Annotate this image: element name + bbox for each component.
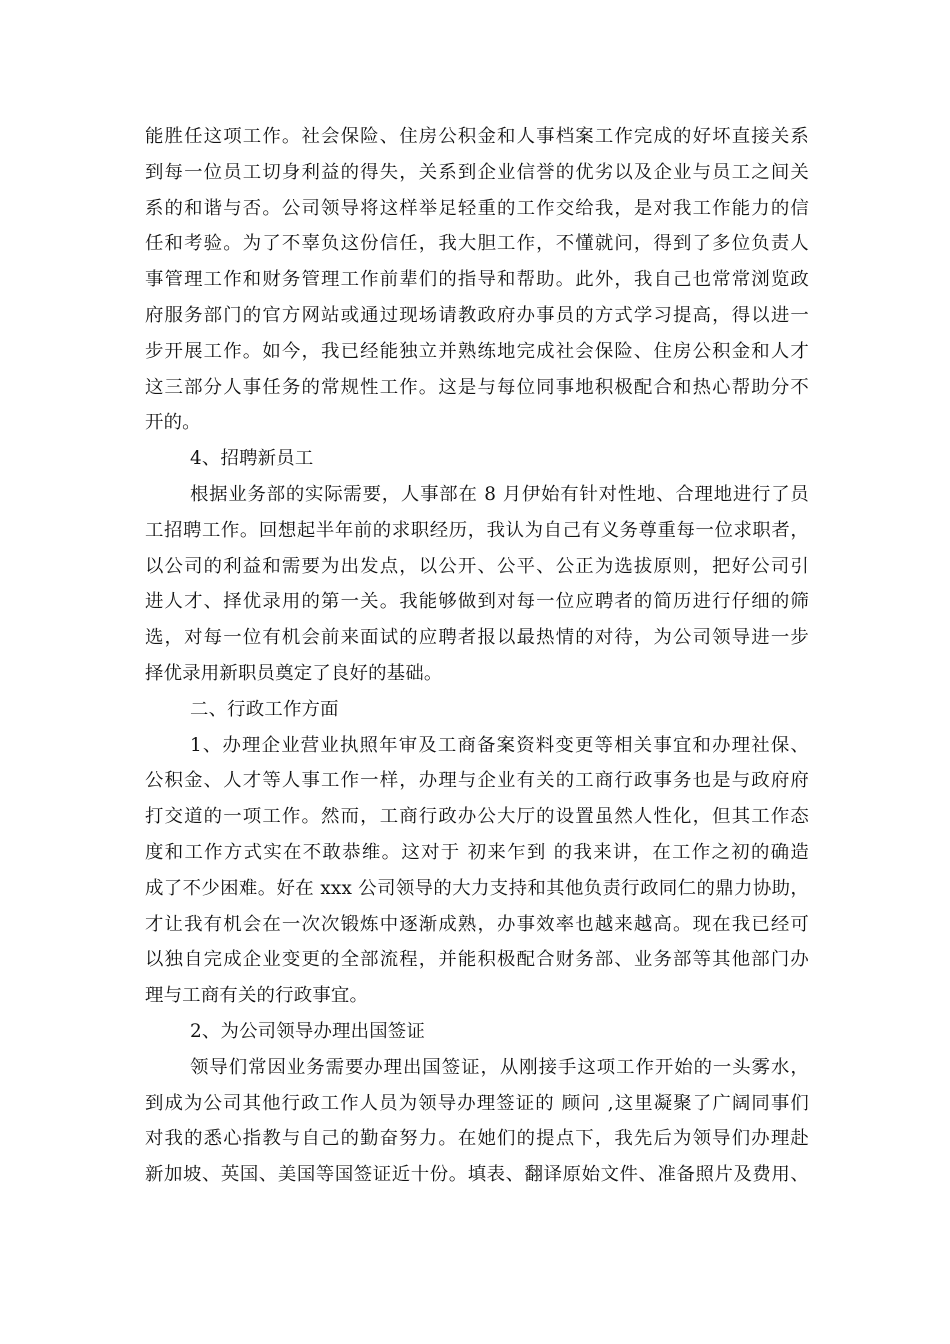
text-line: 以公司的利益和需要为出发点，以公开、公平、公正为选拔原则，把好公司引 — [145, 555, 809, 577]
paragraph-first-line: 1、办理企业营业执照年审及工商备案资料变更等相关事宜和办理社保、 — [190, 734, 809, 756]
paragraph-first-line: 根据业务部的实际需要，人事部在 8 月伊始有针对性地、合理地进行了员 — [190, 483, 809, 505]
text-line: 才让我有机会在一次次锻炼中逐渐成熟，办事效率也越来越高。现在我已经可 — [145, 913, 809, 935]
text-line: 工招聘工作。回想起半年前的求职经历，我认为自己有义务尊重每一位求职者， — [145, 519, 809, 541]
paragraph-first-line: 二、行政工作方面 — [190, 698, 339, 720]
text-line: 任和考验。为了不辜负这份信任，我大胆工作，不懂就问，得到了多位负责人 — [145, 233, 809, 255]
text-line: 步开展工作。如今，我已经能独立并熟练地完成社会保险、住房公积金和人才 — [145, 340, 809, 362]
text-line: 成了不少困难。好在 xxx 公司领导的大力支持和其他负责行政同仁的鼎力协助， — [145, 877, 809, 899]
paragraph-first-line: 4、招聘新员工 — [190, 448, 314, 470]
text-line: 对我的悉心指教与自己的勤奋努力。在她们的提点下，我先后为领导们办理赴 — [145, 1128, 809, 1150]
text-line: 到每一位员工切身利益的得失，关系到企业信誉的优劣以及企业与员工之间关 — [145, 161, 809, 183]
text-line: 系的和谐与否。公司领导将这样举足轻重的工作交给我，是对我工作能力的信 — [145, 197, 809, 219]
text-line: 理与工商有关的行政事宜。 — [145, 985, 369, 1007]
text-line: 打交道的一项工作。然而，工商行政办公大厅的设置虽然人性化，但其工作态 — [145, 806, 809, 828]
text-line: 府服务部门的官方网站或通过现场请教政府办事员的方式学习提高，得以进一 — [145, 304, 809, 326]
text-line: 公积金、人才等人事工作一样，办理与企业有关的工商行政事务也是与政府府 — [145, 770, 809, 792]
text-line: 以独自完成企业变更的全部流程，并能积极配合财务部、业务部等其他部门办 — [145, 949, 809, 971]
text-line: 事管理工作和财务管理工作前辈们的指导和帮助。此外，我自己也常常浏览政 — [145, 269, 809, 291]
text-line: 新加坡、英国、美国等国签证近十份。填表、翻译原始文件、准备照片及费用、 — [145, 1164, 809, 1186]
document-body — [145, 119, 809, 1193]
text-line: 到成为公司其他行政工作人员为领导办理签证的 顾问 ,这里凝聚了广阔同事们 — [145, 1092, 809, 1114]
text-line: 能胜任这项工作。社会保险、住房公积金和人事档案工作完成的好坏直接关系 — [145, 126, 809, 147]
text-line: 择优录用新职员奠定了良好的基础。 — [145, 662, 443, 684]
text-line: 这三部分人事任务的常规性工作。这是与每位同事地积极配合和热心帮助分不 — [145, 376, 809, 398]
text-line: 选，对每一位有机会前来面试的应聘者报以最热情的对待，为公司领导进一步 — [145, 627, 809, 649]
text-line: 度和工作方式实在不敢恭维。这对于 初来乍到 的我来讲，在工作之初的确造 — [145, 841, 809, 863]
paragraph-first-line: 领导们常因业务需要办理出国签证，从刚接手这项工作开始的一头雾水， — [190, 1056, 809, 1078]
text-line: 进人才、择优录用的第一关。我能够做到对每一位应聘者的简历进行仔细的筛 — [145, 591, 809, 613]
paragraph-first-line: 2、为公司领导办理出国签证 — [190, 1020, 425, 1042]
text-line: 开的。 — [145, 412, 201, 434]
